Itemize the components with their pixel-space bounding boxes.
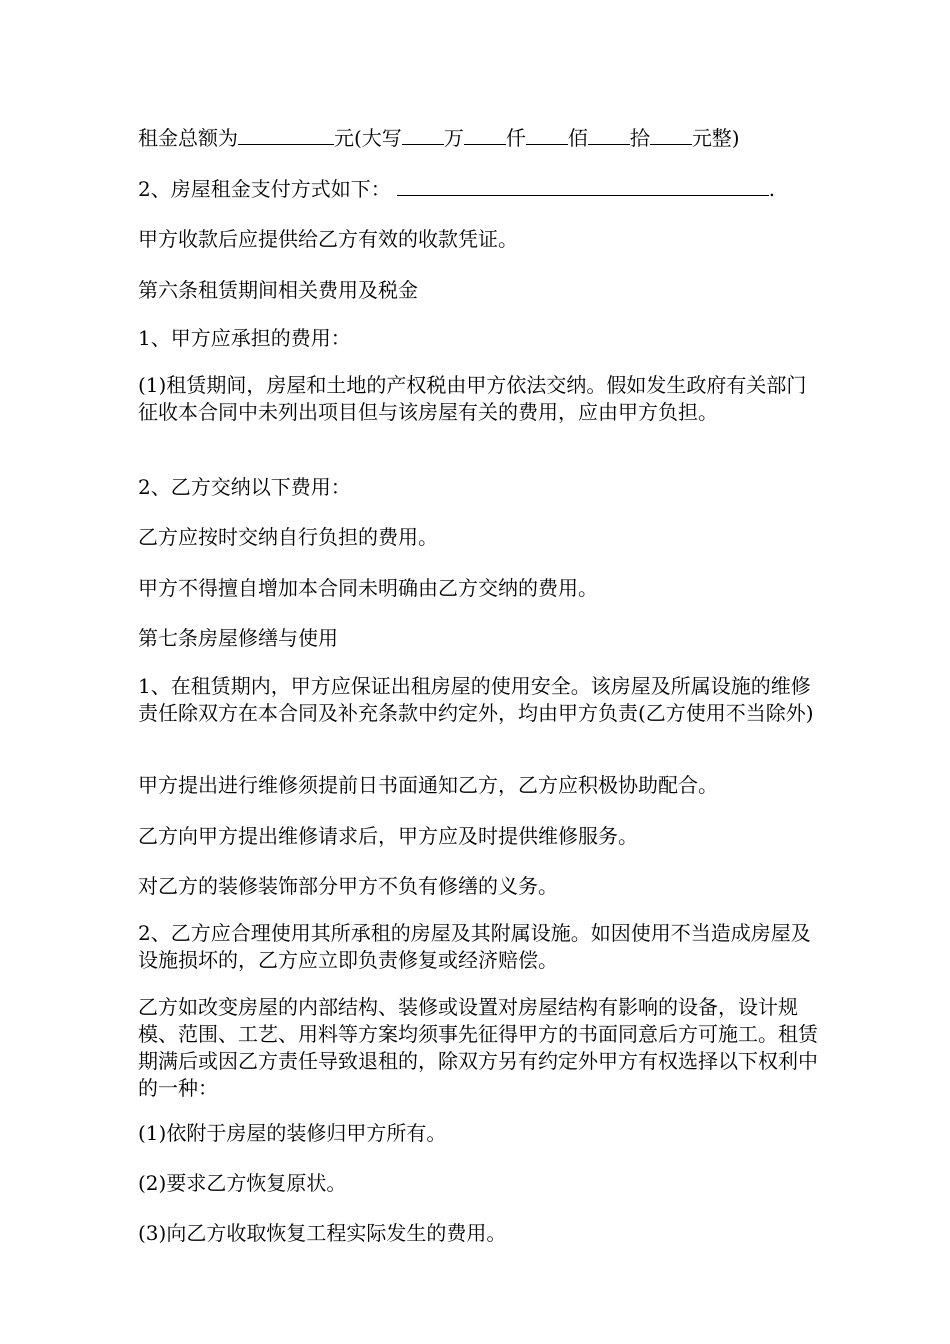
payment-method-label: 2、房屋租金支付方式如下： (138, 177, 391, 201)
paragraph: 甲方收款后应提供给乙方有效的收款凭证。 (138, 227, 518, 251)
payment-method-blank (397, 175, 769, 196)
rent-shi-label: 拾 (629, 126, 650, 150)
rent-yuan-blank (650, 124, 692, 145)
section-heading: 第六条租赁期间相关费用及税金 (138, 278, 418, 302)
paragraph: 乙方应按时交纳自行负担的费用。 (138, 525, 438, 549)
rent-qian-blank (464, 124, 506, 145)
payment-method-period: . (768, 177, 776, 201)
paragraph: 1、甲方应承担的费用： (138, 326, 351, 350)
rent-wan-label: 万 (443, 126, 464, 150)
rent-total-line (138, 124, 818, 152)
list-item: (3)向乙方收取恢复工程实际发生的费用。 (138, 1221, 507, 1245)
rent-amount-blank (238, 124, 334, 145)
rent-wan-blank (402, 124, 444, 145)
rent-bai-label: 佰 (567, 126, 588, 150)
payment-method-line (138, 175, 818, 203)
paragraph: 甲方不得擅自增加本合同未明确由乙方交纳的费用。 (138, 576, 598, 600)
paragraph: 乙方向甲方提出维修请求后，甲方应及时提供维修服务。 (138, 824, 638, 848)
paragraph: 甲方提出进行维修须提前日书面通知乙方，乙方应积极协助配合。 (138, 773, 718, 797)
rent-qian-label: 仟 (505, 126, 526, 150)
paragraph: (1)租赁期间，房屋和土地的产权税由甲方依法交纳。假如发生政府有关部门征收本合同中未列出项目但与该房屋有关的费用，应由甲方负担。 (138, 373, 807, 424)
rent-shi-blank (588, 124, 630, 145)
paragraph: 1、在租赁期内，甲方应保证出租房屋的使用安全。该房屋及所属设施的维修责任除双方在本合同及补充条款中约定外，均由甲方负责(乙方使用不当除外) (138, 674, 814, 725)
rent-total-label: 租金总额为 (138, 126, 238, 150)
list-item: (2)要求乙方恢复原状。 (138, 1171, 347, 1195)
rent-bai-blank (526, 124, 568, 145)
section-heading: 第七条房屋修缮与使用 (138, 626, 338, 650)
paragraph: 2、乙方交纳以下费用： (138, 475, 351, 499)
list-item: (1)依附于房屋的装修归甲方所有。 (138, 1121, 447, 1145)
paragraph: 乙方如改变房屋的内部结构、装修或设置对房屋结构有影响的设备，设计规模、范围、工艺、用料等方案均须事先征得甲方的书面同意后方可施工。租赁期满后或因乙方责任导致退租的，除双方另有约定外甲方有权选择以下权利中的一种： (138, 995, 818, 1100)
rent-yuan-zheng-label: 元整) (691, 126, 740, 150)
rent-yuan-label: 元(大写 (334, 126, 402, 150)
paragraph: 对乙方的装修装饰部分甲方不负有修缮的义务。 (138, 874, 558, 898)
paragraph: 2、乙方应合理使用其所承租的房屋及其附属设施。如因使用不当造成房屋及设施损坏的，乙方应立即负责修复或经济赔偿。 (138, 921, 811, 972)
